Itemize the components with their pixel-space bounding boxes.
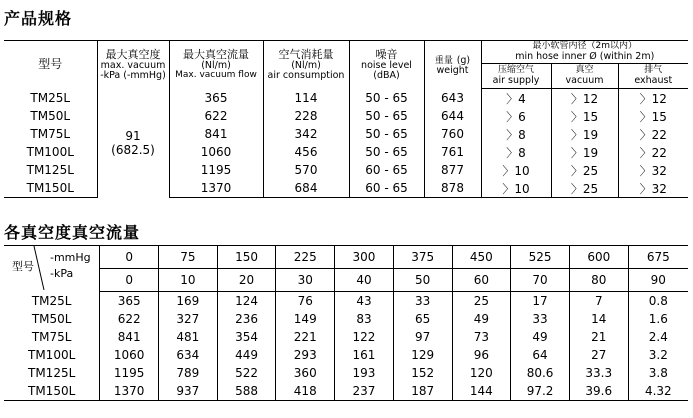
flow-value-cell: 97.2	[511, 382, 570, 401]
flow-value-cell: 481	[159, 328, 218, 346]
header-vacuum: 真空 vacuum	[551, 64, 618, 89]
spec-flow-cell: 1195	[169, 161, 263, 179]
mmhg-header-cell: 75	[159, 246, 218, 269]
spec-vacuum-cell: 〉12	[551, 89, 618, 108]
spec-noise-cell: 60 - 65	[349, 161, 424, 179]
spec-supply-cell: 〉4	[481, 89, 551, 108]
flow-value-cell: 1370	[100, 382, 159, 401]
spec-supply-cell: 〉6	[481, 107, 551, 125]
flow-value-cell: 33	[393, 292, 452, 311]
flow-model-cell: TM100L	[4, 346, 100, 364]
flow-value-cell: 418	[276, 382, 335, 401]
flow-value-cell: 39.6	[569, 382, 628, 401]
header-noise: 噪音 noise level (dBA)	[349, 41, 424, 89]
spec-row	[4, 89, 688, 108]
flow-value-cell: 43	[335, 292, 394, 311]
flow-value-cell: 327	[159, 310, 218, 328]
flow-value-cell: 97	[393, 328, 452, 346]
flow-value-cell: 120	[452, 364, 511, 382]
flow-value-cell: 588	[217, 382, 276, 401]
flow-value-cell: 4.32	[628, 382, 688, 401]
flow-value-cell: 841	[100, 328, 159, 346]
flow-value-cell: 622	[100, 310, 159, 328]
spec-air-cell: 684	[263, 179, 349, 198]
flow-value-cell: 789	[159, 364, 218, 382]
flow-value-cell: 221	[276, 328, 335, 346]
flow-value-cell: 360	[276, 364, 335, 382]
flow-value-cell: 634	[159, 346, 218, 364]
spec-air-cell: 456	[263, 143, 349, 161]
mmhg-header-cell: 675	[628, 246, 688, 269]
flow-value-cell: 449	[217, 346, 276, 364]
spec-vacuum-cell: 〉25	[551, 179, 618, 198]
flow-value-cell: 193	[335, 364, 394, 382]
spec-flow-cell: 365	[169, 89, 263, 108]
flow-row	[4, 310, 688, 328]
flow-value-cell: 124	[217, 292, 276, 311]
spec-supply-cell: 〉8	[481, 125, 551, 143]
flow-value-cell: 25	[452, 292, 511, 311]
kpa-header-cell: 0	[100, 269, 159, 292]
spec-model-cell: TM125L	[4, 161, 97, 179]
flow-value-cell: 80.6	[511, 364, 570, 382]
spec-air-cell: 342	[263, 125, 349, 143]
header-hose: 最小软管内径（2m以内） min hose inner Ø (within 2m)	[481, 41, 688, 64]
flow-value-cell: 1195	[100, 364, 159, 382]
flow-value-cell: 236	[217, 310, 276, 328]
spec-noise-cell: 60 - 65	[349, 179, 424, 198]
mmhg-label: -mmHg	[50, 251, 91, 264]
spec-supply-cell: 〉8	[481, 143, 551, 161]
flow-model-cell: TM125L	[4, 364, 100, 382]
flow-row	[4, 364, 688, 382]
kpa-header-cell: 30	[276, 269, 335, 292]
kpa-header-cell: 40	[335, 269, 394, 292]
spec-weight-cell: 760	[424, 125, 481, 143]
flow-value-cell: 187	[393, 382, 452, 401]
flow-value-cell: 937	[159, 382, 218, 401]
spec-title: 产品规格	[4, 9, 73, 28]
spec-flow-cell: 1370	[169, 179, 263, 198]
flow-value-cell: 96	[452, 346, 511, 364]
spec-noise-cell: 50 - 65	[349, 107, 424, 125]
mmhg-header-cell: 150	[217, 246, 276, 269]
header-air-consumption: 空气消耗量 (Nl/m) air consumption	[263, 41, 349, 89]
spec-max-vacuum-cell: 91 (682.5)	[97, 89, 169, 198]
spec-exhaust-cell: 〉32	[639, 163, 667, 178]
spec-model-cell: TM150L	[4, 179, 97, 198]
flow-model-label: 型号	[12, 260, 34, 273]
flow-value-cell: 1.6	[648, 312, 668, 326]
flow-value-cell: 3.8	[648, 366, 668, 380]
spec-exhaust-cell: 〉32	[618, 179, 688, 198]
flow-value-cell: 27	[569, 346, 628, 364]
flow-table	[4, 245, 688, 401]
flow-value-cell: 49	[452, 310, 511, 328]
flow-row	[4, 292, 688, 311]
flow-value-cell: 14	[569, 310, 628, 328]
kpa-header-cell: 10	[159, 269, 218, 292]
flow-model-cell: TM50L	[4, 310, 100, 328]
flow-model-cell: TM25L	[4, 292, 100, 311]
spec-weight-cell: 644	[424, 107, 481, 125]
spec-exhaust-cell: 〉15	[639, 109, 667, 124]
flow-row	[4, 346, 688, 364]
spec-supply-cell: 〉10	[481, 179, 551, 198]
kpa-header-cell: 20	[217, 269, 276, 292]
header-exhaust: 排气 exhaust	[618, 64, 688, 89]
flow-model-cell: TM75L	[4, 328, 100, 346]
spec-exhaust-cell: 〉12	[639, 91, 667, 106]
mmhg-header-cell: 225	[276, 246, 335, 269]
kpa-header-cell: 90	[628, 269, 688, 292]
spec-model-cell: TM100L	[4, 143, 97, 161]
flow-value-cell: 33	[511, 310, 570, 328]
kpa-header-cell: 60	[452, 269, 511, 292]
flow-value-cell: 7	[569, 292, 628, 311]
flow-header-corner	[4, 246, 100, 292]
flow-value-cell: 3.2	[648, 348, 668, 362]
flow-title: 各真空度真空流量	[4, 223, 141, 242]
flow-row	[4, 328, 688, 346]
flow-value-cell: 83	[335, 310, 394, 328]
spec-supply-cell: 〉10	[481, 161, 551, 179]
kpa-label: -kPa	[50, 267, 74, 280]
spec-flow-cell: 841	[169, 125, 263, 143]
flow-value-cell: 73	[452, 328, 511, 346]
flow-value-cell: 1060	[100, 346, 159, 364]
flow-value-cell: 21	[569, 328, 628, 346]
flow-value-cell: 161	[335, 346, 394, 364]
kpa-header-cell: 80	[569, 269, 628, 292]
mmhg-header-cell: 600	[569, 246, 628, 269]
flow-value-cell: 152	[393, 364, 452, 382]
header-model: 型号	[4, 41, 97, 89]
flow-value-cell: 129	[393, 346, 452, 364]
header-max-vacuum: 最大真空度 max. vacuum -kPa (-mmHg)	[97, 41, 169, 89]
spec-air-cell: 114	[263, 89, 349, 108]
spec-model-cell: TM75L	[4, 125, 97, 143]
mmhg-header-cell: 300	[335, 246, 394, 269]
flow-value-cell: 237	[335, 382, 394, 401]
mmhg-header-cell: 0	[100, 246, 159, 269]
spec-noise-cell: 50 - 65	[349, 125, 424, 143]
flow-value-cell: 149	[276, 310, 335, 328]
flow-value-cell: 49	[511, 328, 570, 346]
spec-table	[4, 40, 688, 198]
mmhg-header-cell: 450	[452, 246, 511, 269]
spec-vacuum-cell: 〉19	[551, 143, 618, 161]
spec-weight-cell: 643	[424, 89, 481, 108]
spec-air-cell: 570	[263, 161, 349, 179]
flow-value-cell: 33.3	[569, 364, 628, 382]
flow-value-cell: 0.8	[648, 294, 668, 308]
mmhg-header-cell: 375	[393, 246, 452, 269]
flow-value-cell: 169	[159, 292, 218, 311]
flow-row	[4, 382, 688, 401]
spec-model-cell: TM50L	[4, 107, 97, 125]
flow-value-cell: 17	[511, 292, 570, 311]
kpa-header-cell: 70	[511, 269, 570, 292]
spec-exhaust-cell: 〉22	[639, 145, 667, 160]
spec-exhaust-cell: 〉22	[639, 127, 667, 142]
spec-weight-cell: 877	[424, 161, 481, 179]
header-max-flow: 最大真空流量 (Nl/m) Max. vacuum flow	[169, 41, 263, 89]
flow-value-cell: 144	[452, 382, 511, 401]
spec-flow-cell: 1060	[169, 143, 263, 161]
spec-vacuum-cell: 〉15	[551, 107, 618, 125]
flow-value-cell: 64	[511, 346, 570, 364]
flow-value-cell: 354	[217, 328, 276, 346]
flow-value-cell: 65	[393, 310, 452, 328]
flow-value-cell: 293	[276, 346, 335, 364]
spec-noise-cell: 50 - 65	[349, 89, 424, 108]
spec-vacuum-cell: 〉25	[551, 161, 618, 179]
spec-noise-cell: 50 - 65	[349, 143, 424, 161]
kpa-header-cell: 50	[393, 269, 452, 292]
spec-vacuum-cell: 〉19	[551, 125, 618, 143]
flow-value-cell: 122	[335, 328, 394, 346]
flow-model-cell: TM150L	[4, 382, 100, 401]
spec-weight-cell: 761	[424, 143, 481, 161]
spec-air-cell: 228	[263, 107, 349, 125]
spec-weight-cell: 878	[424, 179, 481, 198]
flow-value-cell: 522	[217, 364, 276, 382]
flow-value-cell: 365	[100, 292, 159, 311]
flow-value-cell: 76	[276, 292, 335, 311]
mmhg-header-cell: 525	[511, 246, 570, 269]
header-weight: 重量 (g) weight	[424, 41, 481, 89]
flow-value-cell: 2.4	[648, 330, 668, 344]
header-air-supply: 压缩空气 air supply	[481, 64, 551, 89]
spec-model-cell: TM25L	[4, 89, 97, 108]
spec-flow-cell: 622	[169, 107, 263, 125]
